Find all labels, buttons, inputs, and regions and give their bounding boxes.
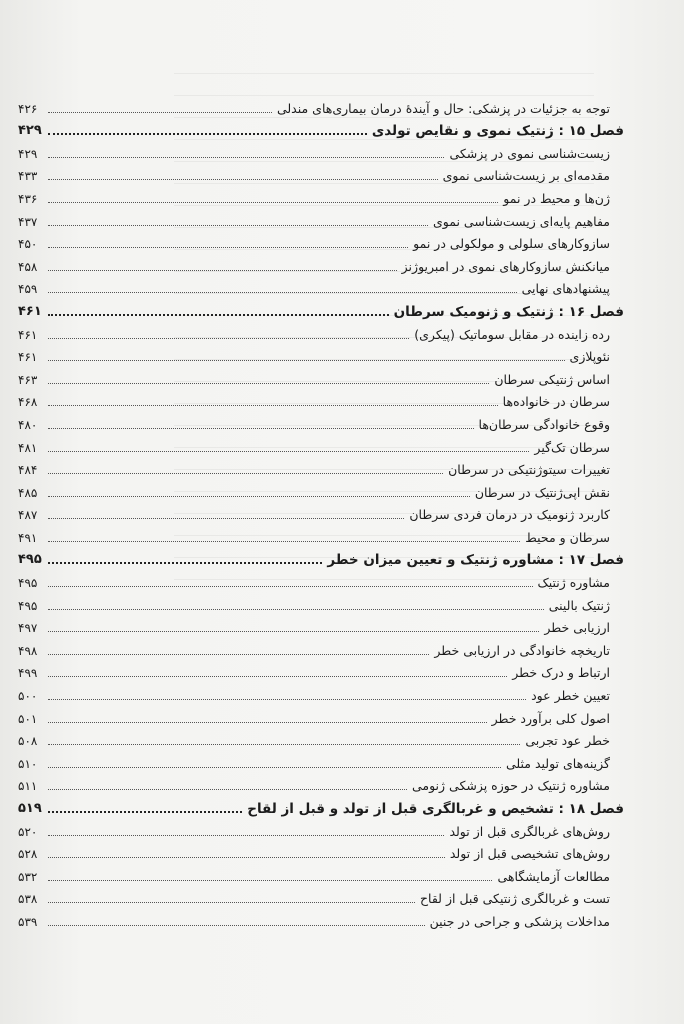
entry-title: روش‌های غربالگری قبل از تولد xyxy=(449,823,610,839)
dot-leader xyxy=(48,247,408,248)
entry-title: مشاوره ژنتیک در حوزه پزشکی ژنومی xyxy=(411,778,610,794)
chapter-title: فصل ۱۶ : ژنتیک و ژنومیک سرطان xyxy=(393,303,624,320)
page-number: ۵۲۸ xyxy=(18,847,38,862)
dot-leader xyxy=(48,360,565,361)
entry-title: سرطان تک‌گیر xyxy=(534,439,610,455)
entry-title: اصول کلی برآورد خطر xyxy=(491,710,610,726)
toc-entry-row xyxy=(18,500,624,523)
entry-title: نقش اپی‌ژنتیک در سرطان xyxy=(474,484,610,500)
entry-title: تغییرات سیتوژنتیکی در سرطان xyxy=(448,462,610,478)
page-number: ۴۹۹ xyxy=(18,666,38,681)
page-number: ۵۱۰ xyxy=(18,756,38,771)
dot-leader xyxy=(48,631,539,632)
entry-title: نئوپلازی xyxy=(569,349,610,365)
dot-leader xyxy=(48,496,470,497)
entry-title: مشاوره ژنتیک xyxy=(537,575,610,591)
dot-leader xyxy=(48,609,544,610)
page-number: ۴۸۰ xyxy=(18,417,38,432)
dot-leader xyxy=(48,562,322,564)
dot-leader xyxy=(48,925,425,926)
page-number: ۵۳۹ xyxy=(18,914,38,929)
page-number: ۴۶۱ xyxy=(18,303,42,319)
page-number: ۴۳۷ xyxy=(18,214,38,229)
toc-entry-row xyxy=(18,251,624,274)
page-number: ۴۸۴ xyxy=(18,463,38,478)
entry-title: میانکنش سازوکارهای نموی در امبریوژنز xyxy=(401,258,610,274)
page-number: ۵۱۹ xyxy=(18,801,42,816)
dot-leader xyxy=(48,722,487,723)
page-number: ۴۲۶ xyxy=(18,101,38,116)
toc-entry-row xyxy=(18,319,624,342)
page-number: ۴۵۸ xyxy=(18,259,38,274)
toc-entry-row xyxy=(18,839,624,862)
page-number: ۴۳۶ xyxy=(18,191,38,206)
toc-entry-row xyxy=(18,658,624,681)
entry-title: تعیین خطر عود xyxy=(531,688,610,704)
dot-leader xyxy=(48,699,526,700)
page-number: ۴۵۹ xyxy=(18,282,38,297)
toc-entry-row xyxy=(18,748,624,771)
dot-leader xyxy=(48,902,415,903)
page-number: ۴۲۹ xyxy=(18,123,42,139)
toc-chapter-row xyxy=(18,793,624,816)
toc-entry-row xyxy=(18,567,624,590)
page-number: ۴۹۸ xyxy=(18,643,38,658)
toc-entry-row xyxy=(18,613,624,636)
page-number: ۴۸۷ xyxy=(18,508,38,523)
toc-entry-row xyxy=(18,161,624,184)
page-number: ۵۳۸ xyxy=(18,892,38,907)
dot-leader xyxy=(48,654,429,655)
toc-entry-row xyxy=(18,635,624,658)
entry-title: روش‌های تشخیصی قبل از تولد xyxy=(449,846,610,862)
dot-leader xyxy=(48,789,407,790)
dot-leader xyxy=(48,338,409,339)
page-number: ۵۰۸ xyxy=(18,734,38,749)
dot-leader xyxy=(48,314,389,316)
entry-title: تاریخچه خانوادگی در ارزیابی خطر xyxy=(434,642,610,658)
entry-title: ارزیابی خطر xyxy=(544,620,610,636)
dot-leader xyxy=(48,225,428,226)
toc-entry-row xyxy=(18,409,624,432)
toc-entry-row xyxy=(18,522,624,545)
page-number: ۴۹۵ xyxy=(18,552,42,568)
dot-leader xyxy=(48,292,517,293)
dot-leader xyxy=(48,405,498,406)
page-number: ۵۳۲ xyxy=(18,869,38,884)
toc-entry-row xyxy=(18,884,624,907)
page-number: ۵۰۱ xyxy=(18,711,38,726)
entry-title: وقوع خانوادگی سرطان‌ها xyxy=(478,416,610,432)
entry-title: زیست‌شناسی نموی در پزشکی xyxy=(449,145,610,161)
page-number: ۴۶۱ xyxy=(18,350,38,365)
toc-entry-row xyxy=(18,726,624,749)
toc-entry-row xyxy=(18,93,624,116)
dot-leader xyxy=(48,428,474,429)
page-number: ۴۶۱ xyxy=(18,327,38,342)
toc-entry-row xyxy=(18,455,624,478)
entry-title: تست و غربالگری ژنتیکی قبل از لقاح xyxy=(419,891,610,907)
page-number: ۵۱۱ xyxy=(18,779,38,794)
toc-entry-row xyxy=(18,906,624,929)
entry-title: مفاهیم پایه‌ای زیست‌شناسی نموی xyxy=(433,213,610,229)
toc-entry-row xyxy=(18,183,624,206)
toc-entry-row xyxy=(18,816,624,839)
entry-title: سرطان در خانواده‌ها xyxy=(502,394,610,410)
dot-leader xyxy=(48,112,272,113)
toc-chapter-row xyxy=(18,545,624,568)
dot-leader xyxy=(48,744,520,745)
chapter-title: فصل ۱۷ : مشاوره ژنتیک و تعیین میزان خطر xyxy=(327,552,624,569)
entry-title: رده زاینده در مقابل سوماتیک (پیکری) xyxy=(414,326,610,342)
page-number: ۴۸۱ xyxy=(18,440,38,455)
toc-entry-row xyxy=(18,206,624,229)
page-number: ۵۲۰ xyxy=(18,824,38,839)
page-number: ۴۹۵ xyxy=(18,576,38,591)
toc-entry-row xyxy=(18,771,624,794)
dot-leader xyxy=(48,811,242,813)
toc-entry-row xyxy=(18,703,624,726)
dot-leader xyxy=(48,383,489,384)
dot-leader xyxy=(48,133,367,135)
toc-entry-row xyxy=(18,680,624,703)
page-number: ۴۶۳ xyxy=(18,372,38,387)
entry-title: گزینه‌های تولید مثلی xyxy=(505,755,610,771)
dot-leader xyxy=(48,835,444,836)
entry-title: کاربرد ژنومیک در درمان فردی سرطان xyxy=(409,507,610,523)
entry-title: مقدمه‌ای بر زیست‌شناسی نموی xyxy=(442,168,610,184)
dot-leader xyxy=(48,676,507,677)
page-number: ۴۳۳ xyxy=(18,169,38,184)
dot-leader xyxy=(48,473,443,474)
entry-title: مداخلات پزشکی و جراحی در جنین xyxy=(429,913,610,929)
dot-leader xyxy=(48,857,445,858)
toc-chapter-row xyxy=(18,116,624,139)
dot-leader xyxy=(48,157,444,158)
entry-title: اساس ژنتیکی سرطان xyxy=(494,371,610,387)
toc-entry-row xyxy=(18,861,624,884)
dot-leader xyxy=(48,179,438,180)
entry-title: ژنتیک بالینی xyxy=(548,597,610,613)
toc-entry-row xyxy=(18,274,624,297)
entry-title: خطر عود تجربی xyxy=(525,733,610,749)
chapter-title: فصل ۱۵ : ژنتیک نموی و نقایص تولدی xyxy=(371,123,624,140)
dot-leader xyxy=(48,270,397,271)
dot-leader xyxy=(48,767,501,768)
entry-title: ارتباط و درک خطر xyxy=(512,665,610,681)
toc-entry-row xyxy=(18,590,624,613)
page-number: ۴۹۷ xyxy=(18,621,38,636)
entry-title: سرطان و محیط xyxy=(525,529,610,545)
dot-leader xyxy=(48,541,520,542)
page-number: ۴۹۵ xyxy=(18,598,38,613)
toc-entry-row xyxy=(18,432,624,455)
toc-chapter-row xyxy=(18,296,624,319)
page-number: ۵۰۰ xyxy=(18,689,38,704)
page-number: ۴۹۱ xyxy=(18,530,38,545)
page-number: ۴۸۵ xyxy=(18,485,38,500)
page-number: ۴۶۸ xyxy=(18,395,38,410)
page-number: ۴۲۹ xyxy=(18,146,38,161)
entry-title: پیشنهادهای نهایی xyxy=(521,281,610,297)
entry-title: توجه به جزئیات در پزشکی: حال و آیندهٔ درمان بیماری‌های مندلی xyxy=(276,100,610,116)
toc-entry-row xyxy=(18,138,624,161)
page-number: ۴۵۰ xyxy=(18,237,38,252)
dot-leader xyxy=(48,202,498,203)
entry-title: ژن‌ها و محیط در نمو xyxy=(503,190,610,206)
toc-entry-row xyxy=(18,387,624,410)
toc-entry-row xyxy=(18,477,624,500)
chapter-title: فصل ۱۸ : تشخیص و غربالگری قبل از تولد و قبل از لقاح xyxy=(247,801,624,817)
dot-leader xyxy=(48,586,533,587)
dot-leader xyxy=(48,451,529,452)
toc-entry-row xyxy=(18,342,624,365)
toc-entry-row xyxy=(18,364,624,387)
table-of-contents xyxy=(18,93,624,929)
dot-leader xyxy=(48,880,492,881)
toc-entry-row xyxy=(18,229,624,252)
entry-title: مطالعات آزمایشگاهی xyxy=(497,868,610,884)
dot-leader xyxy=(48,518,404,519)
entry-title: سازوکارهای سلولی و مولکولی در نمو xyxy=(413,236,610,252)
